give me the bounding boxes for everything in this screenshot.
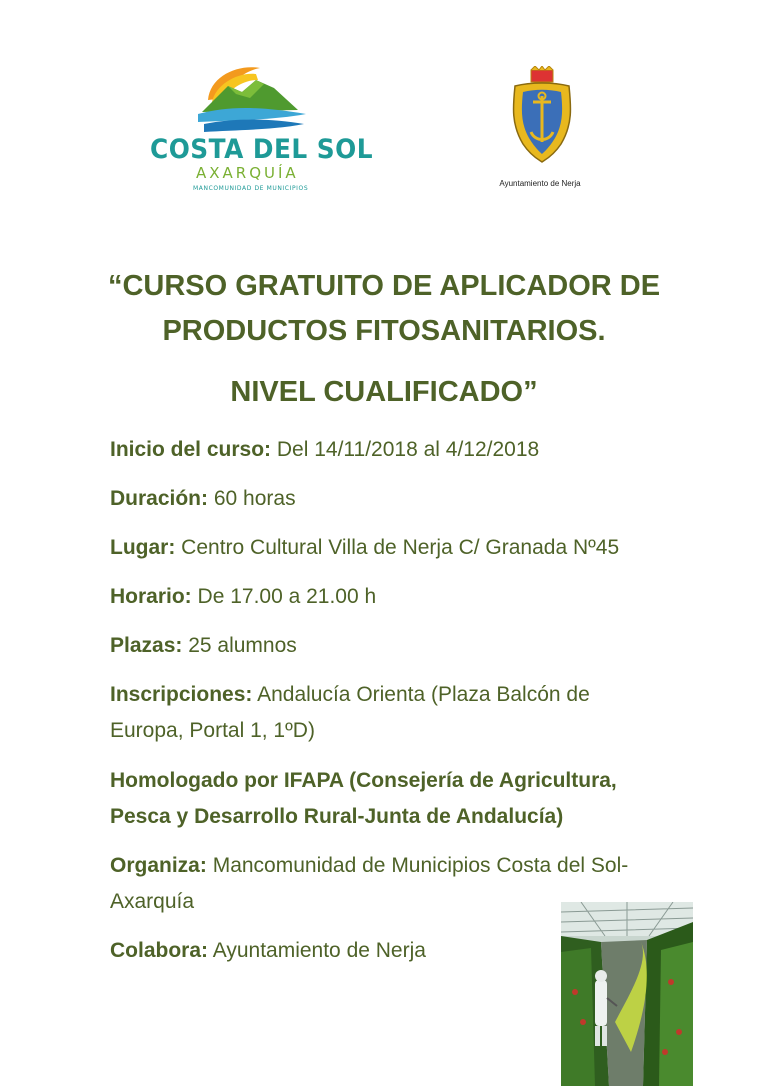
detail-value-continued: Europa, Portal 1, 1ºD) — [110, 719, 315, 742]
detail-value: Del 14/11/2018 al 4/12/2018 — [276, 438, 540, 461]
detail-value: Andalucía Orienta (Plaza Balcón de — [257, 683, 590, 706]
detail-accreditation — [110, 763, 710, 835]
detail-value: 25 alumnos — [188, 634, 297, 657]
course-title-line-1: “CURSO GRATUITO DE APLICADOR DE — [107, 270, 661, 302]
detail-value: De 17.00 a 21.00 h — [197, 585, 377, 608]
nerja-crest-logo — [480, 66, 600, 196]
detail-value: 60 horas — [213, 487, 296, 510]
detail-label: Inscripciones: — [110, 683, 253, 706]
detail-seats — [110, 628, 710, 664]
detail-label: Inicio del curso: — [110, 438, 272, 461]
greenhouse-spraying-image-icon — [561, 902, 693, 1086]
detail-start-date — [110, 432, 710, 468]
costa-del-sol-logo — [150, 62, 374, 197]
detail-label: Duración: — [110, 487, 209, 510]
detail-value: Ayuntamiento de Nerja — [212, 939, 426, 962]
detail-label: Plazas: — [110, 634, 183, 657]
shield-crest-icon — [509, 66, 575, 164]
accreditation-line-2: Pesca y Desarrollo Rural-Junta de Andalucía) — [110, 805, 564, 828]
greenhouse-photo — [561, 902, 693, 1086]
mountain-sun-logo-icon — [198, 62, 308, 134]
detail-label: Lugar: — [110, 536, 176, 559]
course-title-line-3: NIVEL CUALIFICADO” — [230, 376, 538, 408]
detail-registration — [110, 677, 710, 749]
brand-name: COSTA DEL SOL — [150, 134, 374, 165]
accreditation-line-1: Homologado por IFAPA (Consejería de Agricultura, — [110, 769, 617, 792]
brand-tagline: MANCOMUNIDAD DE MUNICIPIOS — [193, 185, 309, 192]
detail-label: Horario: — [110, 585, 192, 608]
detail-label: Colabora: — [110, 939, 209, 962]
crest-caption: Ayuntamiento de Nerja — [499, 179, 581, 188]
detail-value: Mancomunidad de Municipios Costa del Sol- — [212, 854, 629, 877]
brand-subname: AXARQUÍA — [196, 164, 299, 182]
detail-duration — [110, 481, 710, 517]
detail-schedule — [110, 579, 710, 615]
detail-value-continued: Axarquía — [110, 890, 195, 913]
course-title-line-2: PRODUCTOS FITOSANITARIOS. — [162, 315, 606, 347]
detail-value: Centro Cultural Villa de Nerja C/ Granada Nº45 — [181, 536, 620, 559]
detail-location — [110, 530, 710, 566]
detail-label: Organiza: — [110, 854, 207, 877]
